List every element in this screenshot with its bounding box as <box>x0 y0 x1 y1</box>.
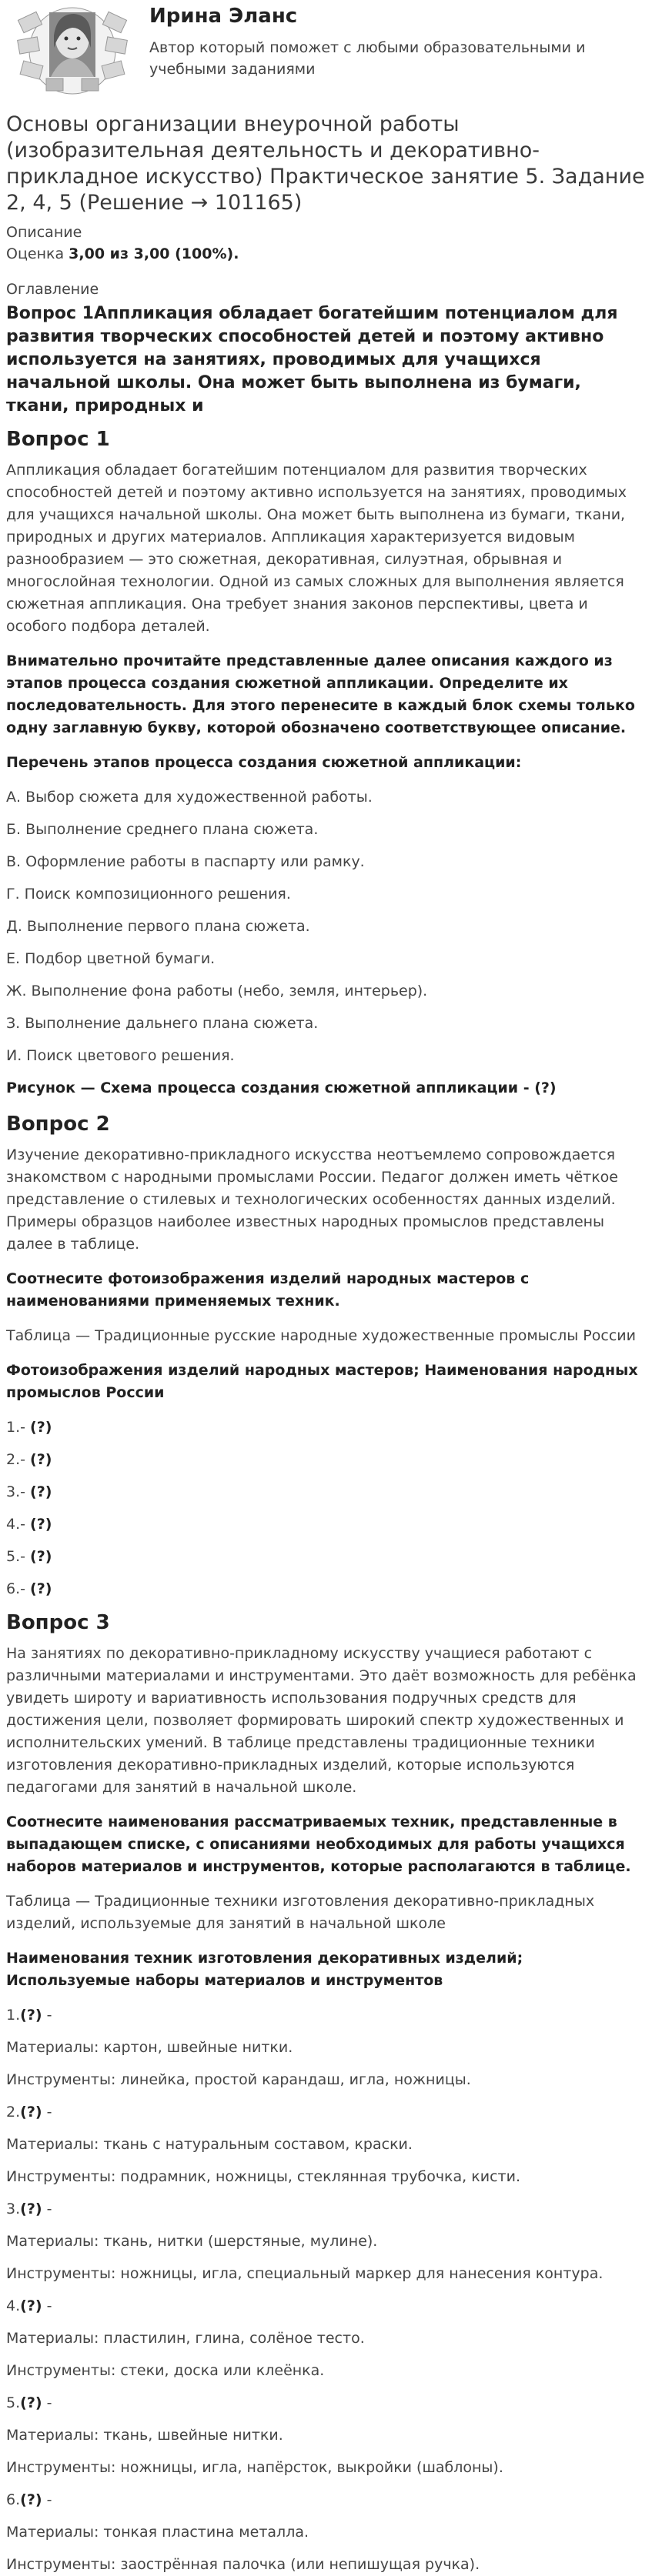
answer-placeholder: (?) <box>20 2201 42 2217</box>
answer-row <box>6 2004 646 2027</box>
answer-placeholder: (?) <box>30 1419 52 1436</box>
author-header <box>6 0 646 112</box>
description-label: Описание <box>6 224 82 241</box>
row-number: 4.- <box>6 1516 25 1533</box>
row-number: 1.- <box>6 1419 25 1436</box>
answer-row <box>6 2198 646 2221</box>
row-number: 4. <box>6 2297 21 2314</box>
row-number: 2.- <box>6 1451 25 1468</box>
row-dash: - <box>42 2297 52 2314</box>
question-2-table-caption: Таблица — Традиционные русские народные художественные промыслы России <box>6 1327 636 1344</box>
answer-placeholder: (?) <box>20 2491 42 2508</box>
row-number: 3. <box>6 2201 21 2217</box>
question-2-columns: Фотоизображения изделий народных мастеров; Наименования народных промыслов России <box>6 1362 638 1401</box>
row-number: 6.- <box>6 1580 25 1597</box>
row-number: 3.- <box>6 1483 25 1500</box>
materials-text: Материалы: ткань, швейные нитки. <box>6 2427 283 2444</box>
list-item: Г. Поиск композиционного решения. <box>6 886 291 903</box>
list-item: З. Выполнение дальнего плана сюжета. <box>6 1015 319 1032</box>
materials-text: Материалы: пластилин, глина, солёное тесто. <box>6 2330 365 2347</box>
row-number: 6. <box>6 2491 21 2508</box>
tools-text: Инструменты: заострённая палочка (или непишущая ручка). <box>6 2556 480 2573</box>
answer-placeholder: (?) <box>30 1548 52 1565</box>
answer-placeholder: (?) <box>20 2394 42 2411</box>
list-item: И. Поиск цветового решения. <box>6 1047 235 1064</box>
row-number: 1. <box>6 2007 21 2024</box>
answer-row <box>6 2489 646 2511</box>
list-item: Ж. Выполнение фона работы (небо, земля, интерьер). <box>6 983 428 999</box>
list-item: А. Выбор сюжета для художественной работы. <box>6 789 373 806</box>
toc-item-question-1[interactable]: Вопрос 1Аппликация обладает богатейшим потенциалом для развития творческих способностей детей и поэтому активно используется на занятиях, проводимых для учащихся начальной школы. Она может быть выполнена из бумаги, ткани, природных и <box>6 304 618 415</box>
grade-value: 3,00 из 3,00 (100%). <box>69 245 239 262</box>
question-3-intro: На занятиях по декоративно-прикладному искусству учащиеся работают с различными материалами и инструментами. Это даёт возможность для ребёнка увидеть широту и вариативность использования подручных средств для достижения цели, позволяет формировать широкий спектр художественных и исполнительских умений. В таблице представлены традиционные техники изготовления декоративно-прикладных изделий, которые используются педагогами для занятий в начальной школе. <box>6 1645 637 1796</box>
question-1-task: Внимательно прочитайте представленные далее описания каждого из этапов процесса создания сюжетной аппликации. Определите их последовательность. Для этого перенесите в каждый блок схемы только одну заглавную букву, которой обозначено соответствующее описание. <box>6 652 635 736</box>
answer-row <box>6 1513 646 1536</box>
list-item: В. Оформление работы в паспарту или рамку. <box>6 853 365 870</box>
question-2-heading: Вопрос 2 <box>6 1113 110 1136</box>
question-3-task: Соотнесите наименования рассматриваемых техник, представленные в выпадающем списке, с описаниями необходимых для работы учащихся наборов материалов и инструментов, которые располагаются в таблице. <box>6 1814 631 1875</box>
tools-text: Инструменты: стеки, доска или клеёнка. <box>6 2362 325 2379</box>
row-number: 5. <box>6 2394 21 2411</box>
list-item: Д. Выполнение первого плана сюжета. <box>6 918 310 935</box>
question-1-intro: Аппликация обладает богатейшим потенциалом для развития творческих способностей детей и поэтому активно используется на занятиях, проводимых для учащихся начальной школы. Она может быть выполнена из бумаги, ткани, природных и других материалов. Аппликация характеризуется видовым разнообразием — это сюжетная, декоративная, силуэтная, обрывная и многослойная технологии. Одной из самых сложных для выполнения является сюжетная аппликация. Она требует знания законов перспективы, цвета и особого подбора деталей. <box>6 462 627 635</box>
tools-text: Инструменты: ножницы, игла, специальный маркер для нанесения контура. <box>6 2265 604 2282</box>
answer-row <box>6 2101 646 2124</box>
question-3-table-caption: Таблица — Традиционные техники изготовления декоративно-прикладных изделий, используемые для занятий в начальной школе <box>6 1893 595 1932</box>
list-item: Б. Выполнение среднего плана сюжета. <box>6 821 319 838</box>
answer-placeholder: (?) <box>20 2104 42 2121</box>
question-3-columns: Наименования техник изготовления декоративных изделий; Используемые наборы материалов и инструментов <box>6 1950 523 1989</box>
row-dash: - <box>42 2104 52 2121</box>
author-description: Автор который поможет с любыми образовательными и учебными заданиями <box>149 39 586 78</box>
question-1-heading: Вопрос 1 <box>6 428 110 451</box>
grade <box>6 244 646 264</box>
question-3-heading: Вопрос 3 <box>6 1611 110 1634</box>
answer-row <box>6 1578 646 1600</box>
page-title: Основы организации внеурочной работы (изобразительная деятельность и декоративно-прикладное искусство) Практическое занятие 5. Задание 2, 4, 5 (Решение → 101165) <box>6 112 645 215</box>
row-dash: - <box>42 2007 52 2024</box>
list-item: Е. Подбор цветной бумаги. <box>6 950 216 967</box>
answer-row <box>6 2295 646 2317</box>
answer-row <box>6 1416 646 1439</box>
tools-text: Инструменты: подрамник, ножницы, стеклянная трубочка, кисти. <box>6 2168 520 2185</box>
answer-placeholder: (?) <box>30 1483 52 1500</box>
row-number: 2. <box>6 2104 21 2121</box>
row-dash: - <box>42 2394 52 2411</box>
answer-placeholder: (?) <box>20 2007 42 2024</box>
author-name[interactable]: Ирина Эланс <box>149 5 298 28</box>
grade-label: Оценка <box>6 245 65 262</box>
question-1-list-title: Перечень этапов процесса создания сюжетной аппликации: <box>6 754 522 771</box>
answer-placeholder: (?) <box>30 1580 52 1597</box>
question-1-figure-caption: Рисунок — Схема процесса создания сюжетной аппликации - (?) <box>6 1079 557 1096</box>
tools-text: Инструменты: ножницы, игла, напёрсток, выкройки (шаблоны). <box>6 2459 503 2476</box>
materials-text: Материалы: тонкая пластина металла. <box>6 2524 309 2541</box>
answer-row <box>6 1546 646 1568</box>
row-number: 5.- <box>6 1548 25 1565</box>
answer-row <box>6 1449 646 1471</box>
materials-text: Материалы: ткань, нитки (шерстяные, мулине). <box>6 2233 378 2250</box>
answer-row <box>6 2392 646 2414</box>
question-2-intro: Изучение декоративно-прикладного искусства неотъемлемо сопровождается знакомством с народными промыслами России. Педагог должен иметь чёткое представление о стилевых и технологических особенностях данных изделий. Примеры образцов наиболее известных народных промыслов представлены далее в таблице. <box>6 1146 618 1253</box>
answer-placeholder: (?) <box>20 2297 42 2314</box>
toc-label: Оглавление <box>6 281 99 298</box>
author-avatar[interactable] <box>14 5 131 97</box>
answer-placeholder: (?) <box>30 1516 52 1533</box>
avatar-image <box>14 5 131 97</box>
materials-text: Материалы: картон, швейные нитки. <box>6 2039 293 2056</box>
answer-row <box>6 1481 646 1503</box>
answer-placeholder: (?) <box>30 1451 52 1468</box>
row-dash: - <box>42 2201 52 2217</box>
materials-text: Материалы: ткань с натуральным составом, краски. <box>6 2136 413 2153</box>
row-dash: - <box>42 2491 52 2508</box>
question-2-task: Соотнесите фотоизображения изделий народных мастеров с наименованиями применяемых техник. <box>6 1270 530 1310</box>
tools-text: Инструменты: линейка, простой карандаш, игла, ножницы. <box>6 2071 471 2088</box>
